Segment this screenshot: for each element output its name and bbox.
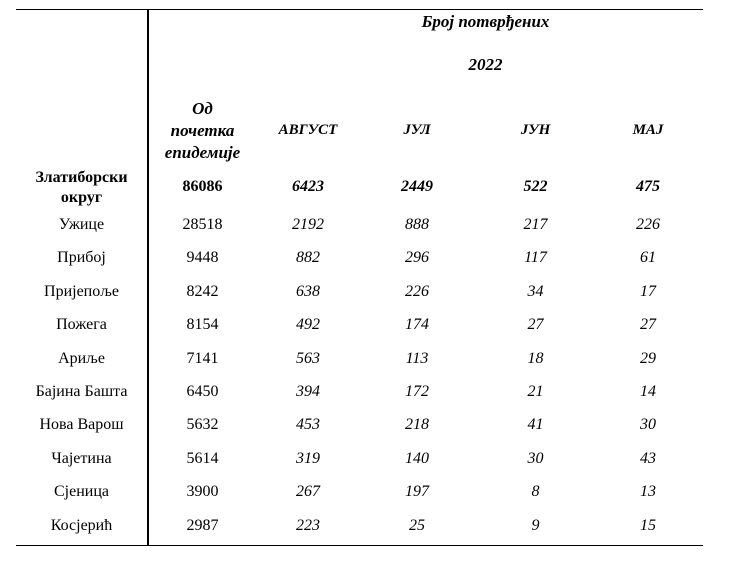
table-cell: 14 [640, 383, 656, 400]
table-cell: 27 [527, 316, 544, 333]
column-divider [147, 9, 149, 545]
table-cell: 217 [523, 216, 548, 233]
table-cell: 43 [640, 450, 656, 467]
row-name: Бајина Башта [35, 383, 128, 400]
table-cell: 319 [296, 450, 320, 467]
col-head-line: епидемије [164, 143, 241, 162]
table-cell: 140 [405, 450, 429, 467]
table-cell: 3900 [186, 483, 219, 500]
total-name-line: Златиборски [35, 169, 128, 186]
table-cell: 30 [640, 416, 656, 433]
col-head-line: Од [192, 99, 213, 118]
table-year: 2022 [468, 55, 503, 74]
row-name: Пријепоље [44, 283, 119, 300]
table-cell: 61 [640, 249, 656, 266]
table-cell: 86086 [182, 178, 223, 195]
table-cell: 25 [409, 517, 425, 534]
table-cell: 226 [636, 216, 660, 233]
table-cell: 226 [405, 283, 429, 300]
table-cell: 2449 [401, 178, 433, 195]
table-cell: 172 [405, 383, 429, 400]
table-cell: 9 [531, 517, 540, 534]
table-cell: 882 [296, 249, 320, 266]
table-cell: 5632 [186, 416, 219, 433]
row-name: Прибој [57, 249, 106, 266]
table-cell: 8 [531, 483, 540, 500]
table-cell: 296 [405, 249, 429, 266]
table-cell: 30 [527, 450, 544, 467]
table-cell: 113 [405, 350, 429, 367]
table-cell: 29 [640, 350, 656, 367]
table-cell: 5614 [186, 450, 219, 467]
row-name: Сјеница [53, 483, 109, 500]
col-head-since-start [150, 98, 255, 164]
table-cell: 267 [296, 483, 320, 500]
table-cell: 21 [527, 383, 544, 400]
table-cell: 197 [405, 483, 429, 500]
table-cell: 27 [640, 316, 656, 333]
table-cell: 17 [640, 283, 656, 300]
table-cell: 888 [405, 216, 429, 233]
table-cell: 18 [527, 350, 544, 367]
row-name: Нова Варош [39, 416, 124, 433]
table-cell: 522 [523, 178, 548, 195]
total-name [18, 168, 145, 210]
table-cell: 2987 [186, 517, 219, 534]
row-name: Пожега [56, 316, 107, 333]
table-cell: 563 [296, 350, 320, 367]
col-head-july: ЈУЛ [403, 122, 431, 138]
col-head-june: ЈУН [520, 122, 551, 138]
table-cell: 8154 [186, 316, 219, 333]
table-cell: 8242 [186, 283, 219, 300]
total-name-line: округ [60, 189, 103, 206]
table-cell: 638 [296, 283, 320, 300]
row-name: Ариље [58, 350, 105, 367]
table-cell: 2192 [292, 216, 324, 233]
col-head-line: почетка [170, 121, 235, 140]
table-cell: 6423 [292, 178, 324, 195]
table-cell: 7141 [186, 350, 219, 367]
table-cell: 41 [527, 416, 544, 433]
row-name: Косјерић [50, 517, 113, 534]
row-name: Чајетина [51, 450, 112, 467]
table-cell: 223 [296, 517, 320, 534]
table-cell: 6450 [186, 383, 219, 400]
col-head-may: МАЈ [632, 122, 664, 138]
row-name: Ужице [58, 216, 105, 233]
table-title: Број потврђених [421, 12, 550, 31]
table-cell: 13 [640, 483, 656, 500]
table-cell: 492 [296, 316, 320, 333]
table-cell: 117 [524, 249, 547, 266]
table-cell: 453 [296, 416, 320, 433]
table-cell: 394 [296, 383, 320, 400]
table-cell: 218 [405, 416, 429, 433]
col-head-august: АВГУСТ [278, 122, 338, 138]
table-cell: 9448 [186, 249, 219, 266]
table-cell: 34 [527, 283, 544, 300]
table-cell: 475 [636, 178, 660, 195]
table-cell: 174 [405, 316, 429, 333]
table-cell: 28518 [182, 216, 223, 233]
table-cell: 15 [640, 517, 656, 534]
